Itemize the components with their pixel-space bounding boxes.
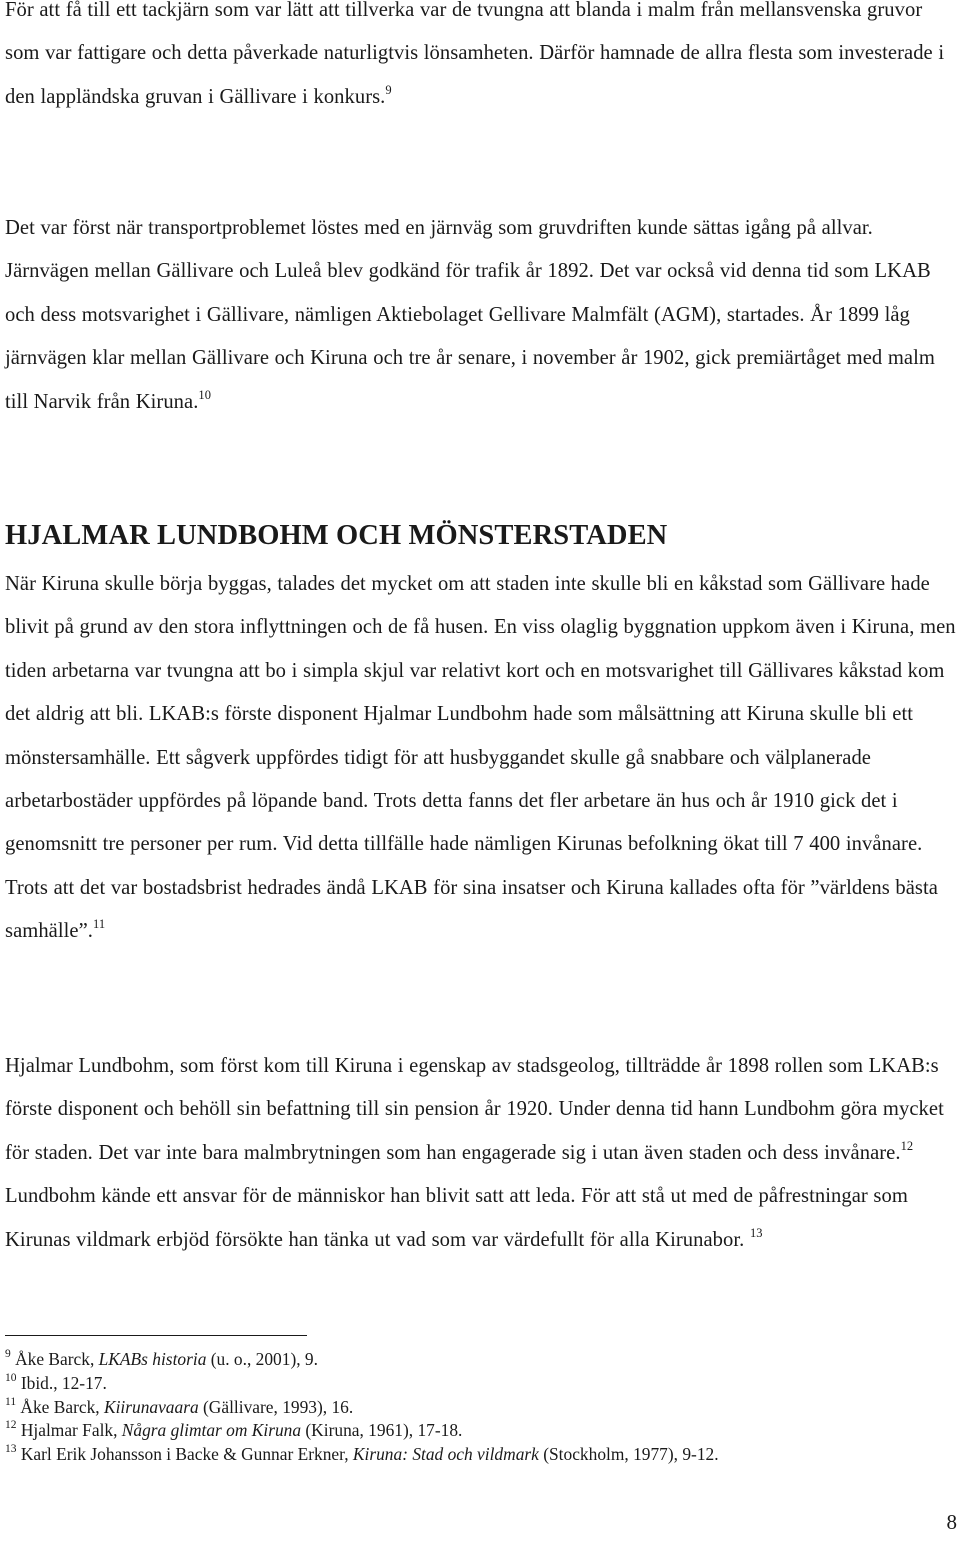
footnote-text: (Stockholm, 1977), 9-12. <box>538 1444 719 1465</box>
footnote-reference[interactable]: 9 <box>385 82 392 97</box>
footnote-text: (Kiruna, 1961), 17-18. <box>301 1420 463 1441</box>
footnote-item <box>5 1443 960 1467</box>
paragraph-text: När Kiruna skulle börja byggas, talades det mycket om att staden inte skulle bli en kåkstad som Gällivare hade blivit på grund av den stora inflyttningen och de få husen. En viss olaglig byggnation uppkom även i Kiruna, men tiden arbetarna var tvungna att bo i simpla skjul var relativt kort och en motsvarighet till Gällivares kåkstad kom det aldrig att bli. LKAB:s förste disponent Hjalmar Lundbohm hade som målsättning att Kiruna skulle bli ett mönstersamhälle. Ett sågverk uppfördes tidigt för att husbyggandet skulle gå snabbare och välplanerade arbetarbostäder uppfördes på löpande band. Trots detta fanns det fler arbetare än hus och år 1910 gick det i genomsnitt tre personer per rum. Vid detta tillfälle hade nämligen Kirunas befolkning ökat till 7 400 invånare. Trots att det var bostadsbrist hedrades ändå LKAB för sina insatser och Kiruna kallades ofta för ”världens bästa samhälle”. <box>5 573 956 943</box>
footnote-text: Karl Erik Johansson i Backe & Gunnar Erkner, <box>16 1444 353 1465</box>
paragraph <box>5 207 960 424</box>
paragraph <box>5 1045 960 1262</box>
footnote-text: Ibid., 12-17. <box>16 1372 107 1393</box>
footnote-text: Hjalmar Falk, <box>16 1420 122 1441</box>
footnote-text: Åke Barck, <box>10 1349 99 1369</box>
footnote-title: Kiirunavaara <box>103 1396 199 1417</box>
paragraph-text: För att få till ett tackjärn som var lätt att tillverka var de tvungna att blanda i malm från mellansvenska gruvor som var fattigare och detta påverkade naturligtvis lönsamheten. Därför hamnade de allra flesta som investerade i den lappländska gruvan i Gällivare i konkurs. <box>5 0 945 108</box>
footnote-text: Åke Barck, <box>16 1396 104 1417</box>
footnote-reference[interactable]: 11 <box>92 917 106 932</box>
footnote-separator <box>5 1335 307 1336</box>
footnote-title: Några glimtar om Kiruna <box>121 1420 302 1441</box>
footnote-number: 9 <box>5 1348 11 1360</box>
footnote-text: (Gällivare, 1993), 16. <box>198 1396 354 1417</box>
footnote-reference[interactable]: 13 <box>749 1225 763 1240</box>
footnote-text: (u. o., 2001), 9. <box>206 1349 318 1369</box>
footnote-title: LKABs historia <box>98 1349 207 1369</box>
footnote-number: 13 <box>5 1443 17 1456</box>
paragraph <box>5 563 960 954</box>
footnote-number: 11 <box>5 1395 17 1408</box>
footnote-item <box>5 1348 960 1372</box>
footnotes <box>5 1348 960 1467</box>
footnote-number: 10 <box>5 1371 17 1384</box>
page-number: 8 <box>946 1510 957 1534</box>
footnote-item <box>5 1396 960 1420</box>
paragraph <box>5 0 955 119</box>
section-heading: HJALMAR LUNDBOHM OCH MÖNSTERSTADEN <box>5 520 668 551</box>
footnote-reference[interactable]: 12 <box>900 1138 914 1153</box>
footnote-title: Kiruna: Stad och vildmark <box>352 1444 539 1465</box>
footnote-item <box>5 1419 960 1443</box>
footnote-number: 12 <box>5 1419 17 1432</box>
footnote-item <box>5 1372 960 1396</box>
paragraph-text: Lundbohm kände ett ansvar för de människor han blivit satt att leda. För att stå ut med de påfrestningar som Kirunas vildmark erbjöd försökte han tänka ut vad som var värdefullt för alla Kirunabor. <box>5 1185 908 1251</box>
paragraph-text: Hjalmar Lundbohm, som först kom till Kiruna i egenskap av stadsgeolog, tillträdde år 1898 rollen som LKAB:s förste disponent och behöll sin befattning till sin pension år 1920. Under denna tid hann Lundbohm göra mycket för staden. Det var inte bara malmbrytningen som han engagerade sig i utan även staden och dess invånare. <box>5 1055 944 1164</box>
paragraph-text: Det var först när transportproblemet löstes med en järnväg som gruvdriften kunde sättas igång på allvar. Järnvägen mellan Gällivare och Luleå blev godkänd för trafik år 1892. Det var också vid denna tid som LKAB och dess motsvarighet i Gällivare, nämligen Aktiebolaget Gellivare Malmfält (AGM), startades. År 1899 låg järnvägen klar mellan Gällivare och Kiruna och tre år senare, i november år 1902, gick premiärtåget med malm till Narvik från Kiruna. <box>5 217 935 413</box>
footnote-reference[interactable]: 10 <box>198 387 212 402</box>
